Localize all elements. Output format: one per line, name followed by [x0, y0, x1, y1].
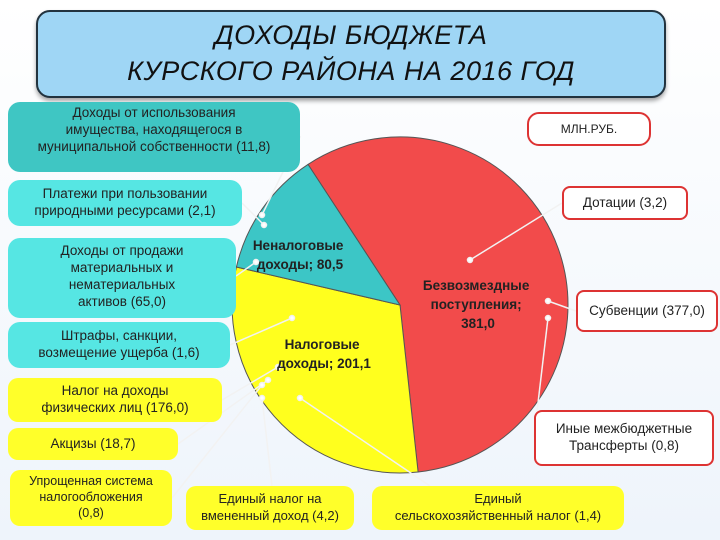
breakdown-dotations: Дотации (3,2) [562, 186, 688, 220]
connector-dot [262, 223, 267, 228]
breakdown-resources: Платежи при пользовании природными ресурсами (2,1) [8, 180, 242, 226]
unit-label: МЛН.РУБ. [527, 112, 651, 146]
title-line-2: КУРСКОГО РАЙОНА НА 2016 ГОД [127, 56, 575, 86]
breakdown-excise: Акцизы (18,7) [8, 428, 178, 460]
connector-dot [468, 258, 473, 263]
connector-dot [290, 316, 295, 321]
title-line-1: ДОХОДЫ БЮДЖЕТА [214, 20, 488, 50]
breakdown-assets: Доходы от продажи материальных и нематериальных активов (65,0) [8, 238, 236, 318]
connector-dot [260, 213, 265, 218]
connector-dot [298, 396, 303, 401]
breakdown-property: Доходы от использования имущества, находящегося в муниципальной собственности (11,8) [8, 102, 300, 172]
connector-dot [260, 396, 265, 401]
breakdown-other-transfers: Иные межбюджетные Трансферты (0,8) [534, 410, 714, 466]
breakdown-subventions: Субвенции (377,0) [576, 290, 718, 332]
breakdown-eshn: Единый сельскохозяйственный налог (1,4) [372, 486, 624, 530]
breakdown-ndfl: Налог на доходы физических лиц (176,0) [8, 378, 222, 422]
slice-label-gratuitous: Безвозмездные поступления; 381,0 [422, 278, 530, 331]
breakdown-usn: Упрощенная система налогообложения (0,8) [10, 470, 172, 526]
connector-dot [546, 316, 551, 321]
slice-label-tax: Налоговые доходы; 201,1 [277, 337, 371, 371]
breakdown-envd: Единый налог на вмененный доход (4,2) [186, 486, 354, 530]
slice-label-nontax: Неналоговые доходы; 80,5 [252, 238, 344, 272]
connector-dot [546, 299, 551, 304]
connector-dot [266, 378, 271, 383]
connector-dot [260, 383, 265, 388]
breakdown-fines: Штрафы, санкции, возмещение ущерба (1,6) [8, 322, 230, 368]
